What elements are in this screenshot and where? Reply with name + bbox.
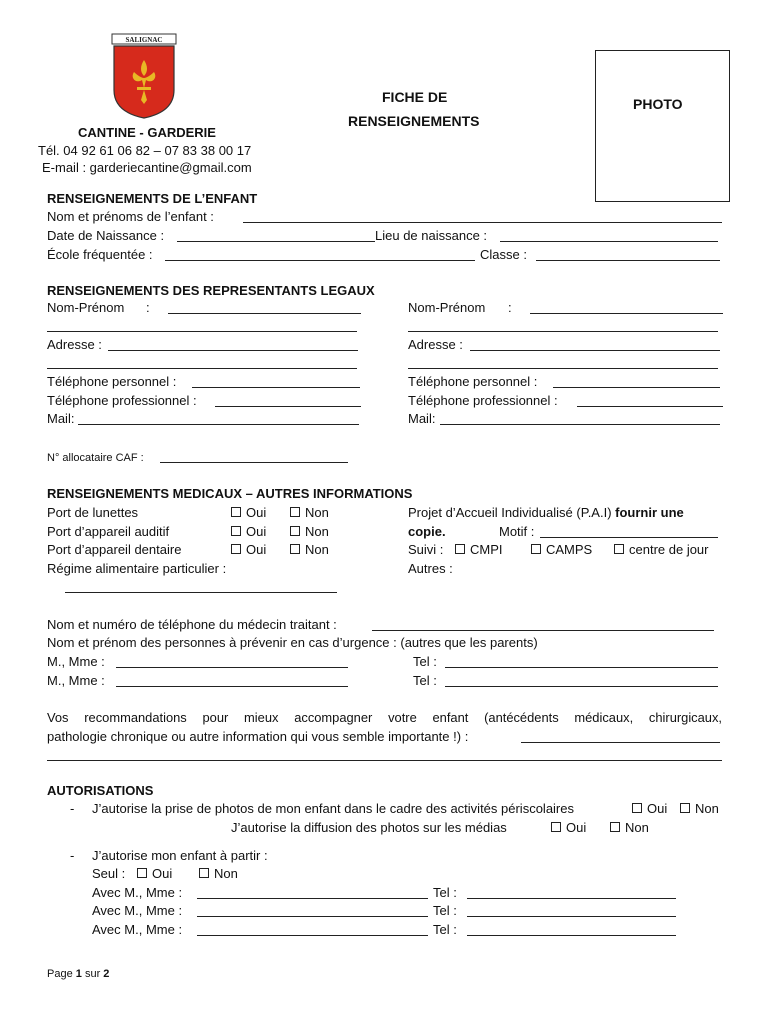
recommend-field[interactable] [521,742,720,743]
hearing-no-option[interactable] [290,524,329,540]
emergency2-contact-field[interactable] [116,686,348,687]
dental-yes-label: Oui [246,542,267,557]
legal1-mail-label: Mail: [47,411,75,426]
hearing-no-label: Non [305,524,329,539]
checkbox-icon [137,868,147,878]
recommend-line-2: pathologie chronique ou autre information qui vous semble importante !) : [47,729,469,744]
checkbox-icon [551,822,561,832]
recommend-field-2[interactable] [47,760,722,761]
auth-with2-tel-label: Tel : [433,903,457,918]
auth-with2-field[interactable] [197,916,428,917]
dental-label: Port d’appareil dentaire [47,542,182,557]
child-name-label: Nom et prénoms de l’enfant : [47,209,214,224]
glasses-yes-label: Oui [246,505,267,520]
child-pob-label: Lieu de naissance : [375,228,488,243]
checkbox-icon [290,507,300,517]
photo-label: PHOTO [633,96,683,112]
org-name: CANTINE - GARDERIE [78,125,216,140]
page-prefix: Page [47,968,73,980]
photo-box[interactable] [595,50,730,202]
auth-with1-tel-field[interactable] [467,898,676,899]
emergency1-tel-field[interactable] [445,667,718,668]
diet-field[interactable] [65,592,337,593]
caf-label: N° allocataire CAF : [47,452,144,464]
dental-no-label: Non [305,542,329,557]
page-sep: sur [84,968,101,980]
emergency1-contact-label: M., Mme : [47,654,105,669]
auth-alone-no-label: Non [214,866,238,881]
suivi-cmpi-option[interactable] [455,542,503,558]
legal1-phone-personal-label: Téléphone personnel : [47,374,177,389]
glasses-no-option[interactable] [290,505,329,521]
checkbox-icon [231,526,241,536]
auth-with3-tel-field[interactable] [467,935,676,936]
child-school-label: École fréquentée : [47,247,153,262]
child-class-label: Classe : [480,247,527,262]
auth-media-no-label: Non [625,820,649,835]
auth-with1-field[interactable] [197,898,428,899]
hearing-yes-option[interactable] [231,524,266,540]
checkbox-icon [455,544,465,554]
checkbox-icon [531,544,541,554]
pai-text [408,505,684,521]
checkbox-icon [199,868,209,878]
auth-photo-yes-option[interactable] [632,801,667,817]
dental-no-option[interactable] [290,542,329,558]
emergency1-contact-field[interactable] [116,667,348,668]
child-dob-field[interactable] [177,241,375,242]
checkbox-icon [231,507,241,517]
motif-field[interactable] [540,537,718,538]
legal2-phone-work-field[interactable] [577,406,723,407]
autres-label: Autres : [408,561,453,576]
dental-yes-option[interactable] [231,542,266,558]
suivi-day-centre-option[interactable] [614,542,709,558]
legal1-phone-personal-field[interactable] [192,387,360,388]
emergency2-tel-label: Tel : [413,673,437,688]
auth-with2-tel-field[interactable] [467,916,676,917]
legal2-phone-work-label: Téléphone professionnel : [408,393,558,408]
title-line-2: RENSEIGNEMENTS [348,113,480,129]
pai-label: Projet d’Accueil Individualisé (P.A.I) [408,505,612,520]
caf-field[interactable] [160,462,348,463]
auth-with3-field[interactable] [197,935,428,936]
checkbox-icon [290,544,300,554]
legal1-address-label: Adresse : [47,337,102,352]
checkbox-icon [231,544,241,554]
legal1-address-field[interactable] [108,350,358,351]
suivi-camps-option[interactable] [531,542,592,558]
pai-bold-2: copie. [408,524,446,539]
glasses-label: Port de lunettes [47,505,139,520]
auth-alone-yes-label: Oui [152,866,173,881]
medical-section-heading: RENSEIGNEMENTS MEDICAUX – AUTRES INFORMATIONS [47,486,413,501]
auth-photo-yes-label: Oui [647,801,668,816]
auth-media-yes-option[interactable] [551,820,586,836]
auth-leave-dash: - [70,848,75,863]
page-total: 2 [103,968,110,980]
legal2-address-field[interactable] [470,350,720,351]
auth-photo-dash: - [70,801,75,816]
auth-photo-text: J’autorise la prise de photos de mon enfant dans le cadre des activités périscolaires [92,801,574,816]
recommend-line-1: Vos recommandations pour mieux accompagner votre enfant (antécédents médicaux, chirurgicaux, [47,710,722,725]
legal2-mail-label: Mail: [408,411,436,426]
org-phone: Tél. 04 92 61 06 82 – 07 83 38 00 17 [38,143,252,158]
motif-label: Motif : [499,524,535,539]
auth-media-yes-label: Oui [566,820,587,835]
child-pob-field[interactable] [500,241,718,242]
diet-label: Régime alimentaire particulier : [47,561,227,576]
auth-photo-no-label: Non [695,801,719,816]
page-current: 1 [75,968,82,980]
suivi-camps-label: CAMPS [546,542,593,557]
legal1-name-field[interactable] [168,313,361,314]
legal2-phone-personal-field[interactable] [553,387,720,388]
legal1-name-field-2[interactable] [47,331,357,332]
auth-media-text: J’autorise la diffusion des photos sur les médias [231,820,507,835]
legal-section-heading: RENSEIGNEMENTS DES REPRESENTANTS LEGAUX [47,283,375,298]
auth-with1-label: Avec M., Mme : [92,885,183,900]
auth-section-heading: AUTORISATIONS [47,783,154,798]
hearing-label: Port d’appareil auditif [47,524,170,539]
legal1-name-label: Nom-Prénom [47,300,125,315]
checkbox-icon [610,822,620,832]
auth-leave-text: J’autorise mon enfant à partir : [92,848,268,863]
auth-alone-label: Seul : [92,866,126,881]
child-name-field[interactable] [243,222,722,223]
auth-with1-tel-label: Tel : [433,885,457,900]
legal1-phone-work-field[interactable] [215,406,361,407]
suivi-day-centre-label: centre de jour [629,542,709,557]
suivi-cmpi-label: CMPI [470,542,503,557]
child-dob-label: Date de Naissance : [47,228,165,243]
emergency2-tel-field[interactable] [445,686,718,687]
emergency-label: Nom et prénom des personnes à prévenir en cas d’urgence : (autres que les parents) [47,635,538,650]
doctor-field[interactable] [372,630,714,631]
auth-photo-no-option[interactable] [680,801,719,817]
hearing-yes-label: Oui [246,524,267,539]
glasses-no-label: Non [305,505,329,520]
legal2-name-label: Nom-Prénom [408,300,486,315]
emergency1-tel-label: Tel : [413,654,437,669]
glasses-yes-option[interactable] [231,505,266,521]
title-line-1: FICHE DE [382,89,448,105]
legal2-address-field-2[interactable] [408,368,718,369]
suivi-label: Suivi : [408,542,444,557]
salignac-coat-of-arms [110,32,178,120]
child-class-field[interactable] [536,260,720,261]
legal2-name-colon: : [508,300,512,315]
auth-with3-label: Avec M., Mme : [92,922,183,937]
checkbox-icon [290,526,300,536]
legal1-name-colon: : [146,300,150,315]
pai-bold: fournir une [615,505,684,520]
legal1-address-field-2[interactable] [47,368,357,369]
child-school-field[interactable] [165,260,475,261]
child-section-heading: RENSEIGNEMENTS DE L’ENFANT [47,191,258,206]
legal2-mail-field[interactable] [440,424,720,425]
org-email: E-mail : garderiecantine@gmail.com [42,160,252,175]
doctor-label: Nom et numéro de téléphone du médecin traitant : [47,617,337,632]
auth-media-no-option[interactable] [610,820,649,836]
legal2-address-label: Adresse : [408,337,463,352]
checkbox-icon [614,544,624,554]
auth-alone-yes-option[interactable] [137,866,172,882]
legal1-phone-work-label: Téléphone professionnel : [47,393,197,408]
legal2-name-field[interactable] [530,313,723,314]
auth-with3-tel-label: Tel : [433,922,457,937]
legal1-mail-field[interactable] [78,424,359,425]
logo-text: SALIGNAC [125,36,163,44]
checkbox-icon [632,803,642,813]
auth-with2-label: Avec M., Mme : [92,903,183,918]
checkbox-icon [680,803,690,813]
legal2-name-field-2[interactable] [408,331,718,332]
page-number [47,966,109,982]
emergency2-contact-label: M., Mme : [47,673,105,688]
legal2-phone-personal-label: Téléphone personnel : [408,374,538,389]
auth-alone-no-option[interactable] [199,866,238,882]
